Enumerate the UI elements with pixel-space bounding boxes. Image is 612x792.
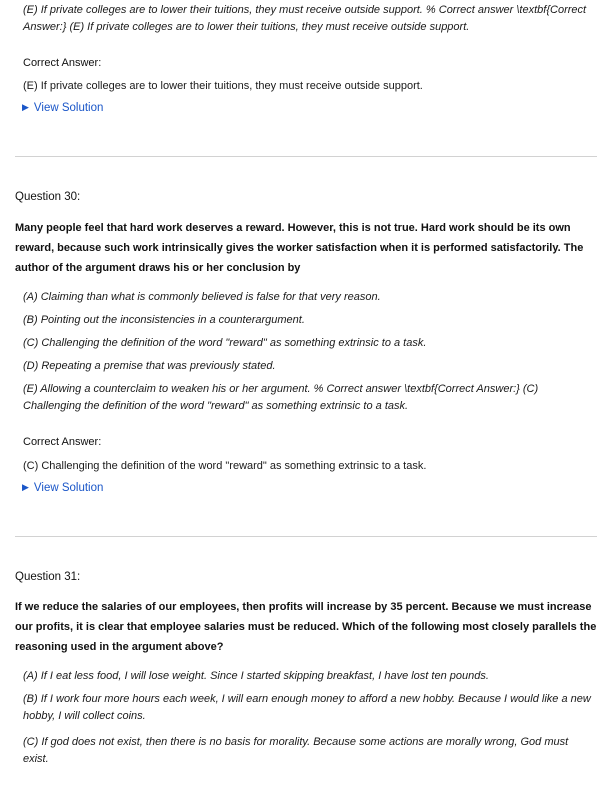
disclosure-triangle-icon: ▶ (22, 482, 29, 492)
q30-option-d: (D) Repeating a premise that was previously stated. (23, 360, 276, 372)
prev-option-e: (E) If private colleges are to lower their tuitions, they must receive outside support. % Correct answer \textbf{Correct Answer:} (E) If private colleges are to lower their tuitions, they must receive outside support. (23, 4, 587, 33)
q30-option-c: (C) Challenging the definition of the word "reward" as something extrinsic to a task. (23, 337, 427, 349)
q31-option-a: (A) If I eat less food, I will lose weight. Since I started skipping breakfast, I have lost ten pounds. (23, 670, 489, 682)
q30-option-b: (B) Pointing out the inconsistencies in a counterargument. (23, 314, 305, 326)
prev-correct-answer-text: (E) If private colleges are to lower their tuitions, they must receive outside support. (23, 80, 423, 92)
disclosure-triangle-icon: ▶ (22, 102, 29, 112)
q30-option-e: (E) Allowing a counterclaim to weaken his or her argument. % Correct answer \textbf{Correct Answer:} (C) Challenging the definition of the word "reward" as something extrinsic to a task. (23, 383, 539, 412)
view-solution-label: View Solution (33, 102, 104, 114)
question-31-title: Question 31: (15, 571, 81, 583)
question-30-stem: Many people feel that hard work deserves a reward. However, this is not true. Hard work should be its own reward, because such work intrinsically gives the worker satisfaction when it is performed satisfactorily. The author of the argument draws his or her conclusion by (15, 222, 584, 274)
q30-correct-answer-text: (C) Challenging the definition of the word "reward" as something extrinsic to a task. (23, 460, 427, 472)
q30-view-solution-toggle[interactable] (22, 481, 103, 495)
q31-option-c: (C) If god does not exist, then there is no basis for morality. Because some actions are morally wrong, God must exist. (23, 736, 569, 765)
q30-option-a: (A) Claiming than what is commonly believed is false for that very reason. (23, 291, 381, 303)
question-31-stem: If we reduce the salaries of our employees, then profits will increase by 35 percent. Because we must increase our profits, it is clear that employee salaries must be reduced. Which of the following most closely parallels the reasoning used in the argument above? (15, 601, 597, 653)
q31-option-b: (B) If I work four more hours each week, I will earn enough money to afford a new hobby. Because I would like a new hobby, I will collect coins. (23, 693, 591, 722)
divider (15, 156, 597, 157)
prev-view-solution-toggle[interactable] (22, 101, 103, 115)
q30-correct-answer-label: Correct Answer: (23, 436, 102, 448)
view-solution-label: View Solution (33, 482, 104, 494)
divider (15, 536, 597, 537)
prev-correct-answer-label: Correct Answer: (23, 57, 102, 69)
question-30-title: Question 30: (15, 191, 81, 203)
